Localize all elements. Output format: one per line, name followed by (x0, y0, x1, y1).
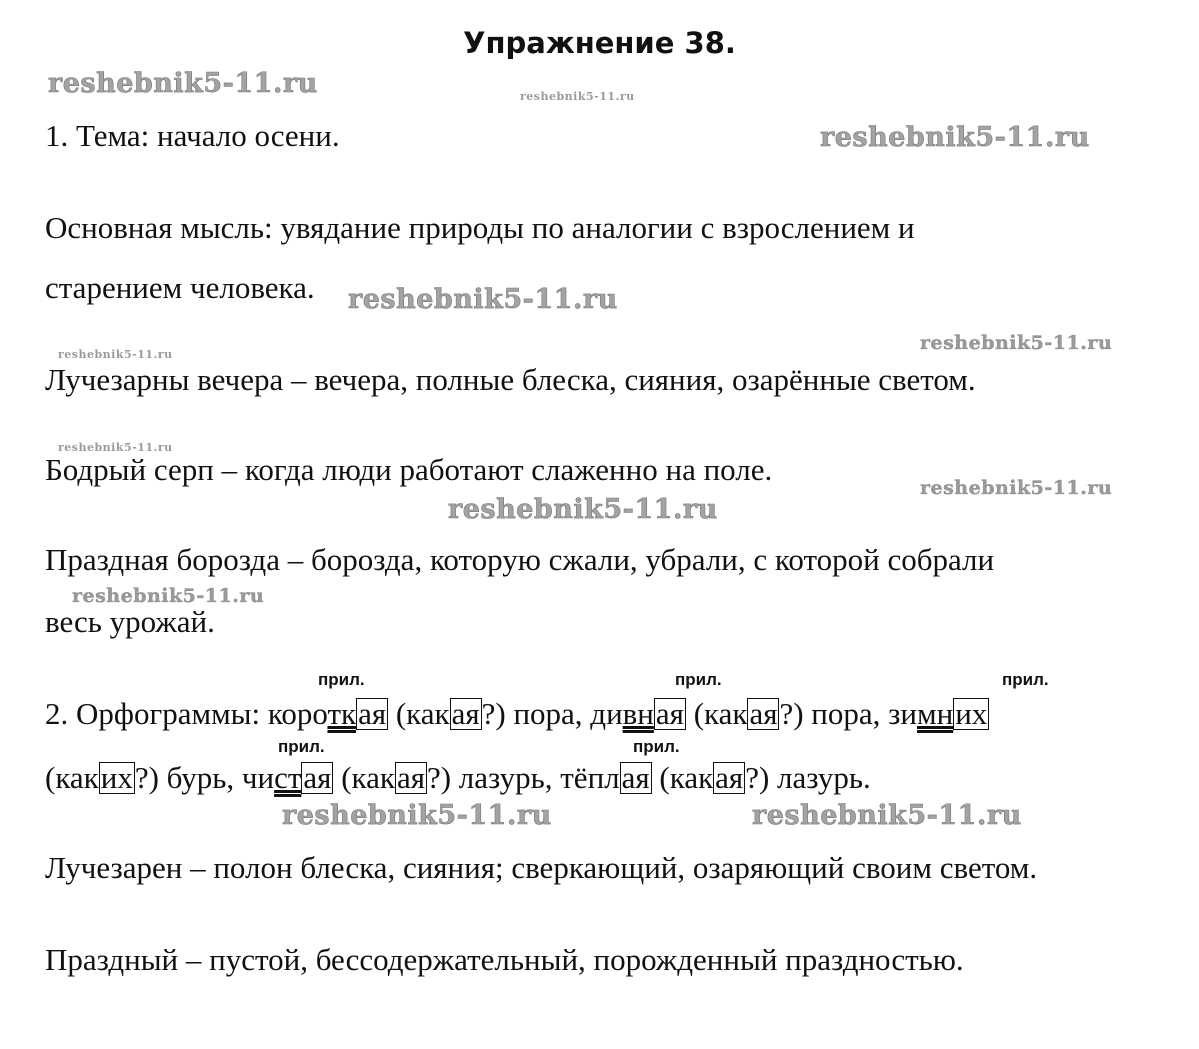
definition-line: Лучезарны вечера – вечера, полные блеска, сияния, озарённые светом. (45, 362, 976, 397)
stem-underline: ст (274, 760, 302, 795)
definition-line: Лучезарен – полон блеска, сияния; сверкающий, озаряющий своим светом. (45, 850, 1038, 885)
ending-box: ая (655, 696, 684, 731)
watermark: reshebnik5-11.ru (448, 494, 718, 525)
ending-box: ая (621, 760, 650, 795)
pos-annotation: прил. (675, 670, 722, 689)
watermark: reshebnik5-11.ru (920, 477, 1113, 499)
ending-box: ая (303, 760, 332, 795)
ending-box: ая (715, 760, 744, 795)
watermark: reshebnik5-11.ru (72, 585, 265, 607)
ending-box: ая (396, 760, 425, 795)
pos-annotation: прил. (318, 670, 365, 689)
definition-line: Бодрый серп – когда люди работают слаженно на поле. (45, 452, 773, 487)
ending-box: ая (451, 696, 480, 731)
main-idea-line-1: Основная мысль: увядание природы по аналогии с взрослением и (45, 210, 915, 245)
ending-box: их (100, 760, 133, 795)
stem-underline: вн (622, 696, 654, 731)
watermark: reshebnik5-11.ru (348, 284, 618, 315)
definition-line-cont: весь урожай. (45, 604, 215, 639)
pos-annotation: прил. (633, 737, 680, 756)
ending-box: их (955, 696, 988, 731)
exercise-title: Упражнение 38. (463, 26, 736, 60)
watermark: reshebnik5-11.ru (752, 800, 1022, 831)
watermark: reshebnik5-11.ru (282, 800, 552, 831)
watermark: reshebnik5-11.ru (58, 348, 173, 361)
ending-box: ая (358, 696, 387, 731)
watermark: reshebnik5-11.ru (920, 332, 1113, 354)
definition-line: Праздная борозда – борозда, которую сжали, убрали, с которой собрали (45, 542, 995, 577)
main-idea-line-2: старением человека. (45, 270, 315, 305)
topic-line: 1. Тема: начало осени. (45, 118, 340, 153)
watermark: reshebnik5-11.ru (820, 122, 1090, 153)
orthogram-line-2: (каких?) бурь, чистая (какая?) лазурь, тёплая (какая?) лазурь. (45, 760, 871, 795)
watermark: reshebnik5-11.ru (48, 68, 318, 99)
definition-line: Праздный – пустой, бессодержательный, порожденный праздностью. (45, 942, 964, 977)
stem-underline: тк (327, 696, 357, 731)
orthogram-line-1: 2. Орфограммы: короткая (какая?) пора, дивная (какая?) пора, зимних (45, 696, 988, 731)
ending-box: ая (749, 696, 778, 731)
stem-underline: мн (917, 696, 954, 731)
watermark: reshebnik5-11.ru (58, 441, 173, 454)
pos-annotation: прил. (278, 737, 325, 756)
pos-annotation: прил. (1002, 670, 1049, 689)
watermark: reshebnik5-11.ru (520, 90, 635, 103)
